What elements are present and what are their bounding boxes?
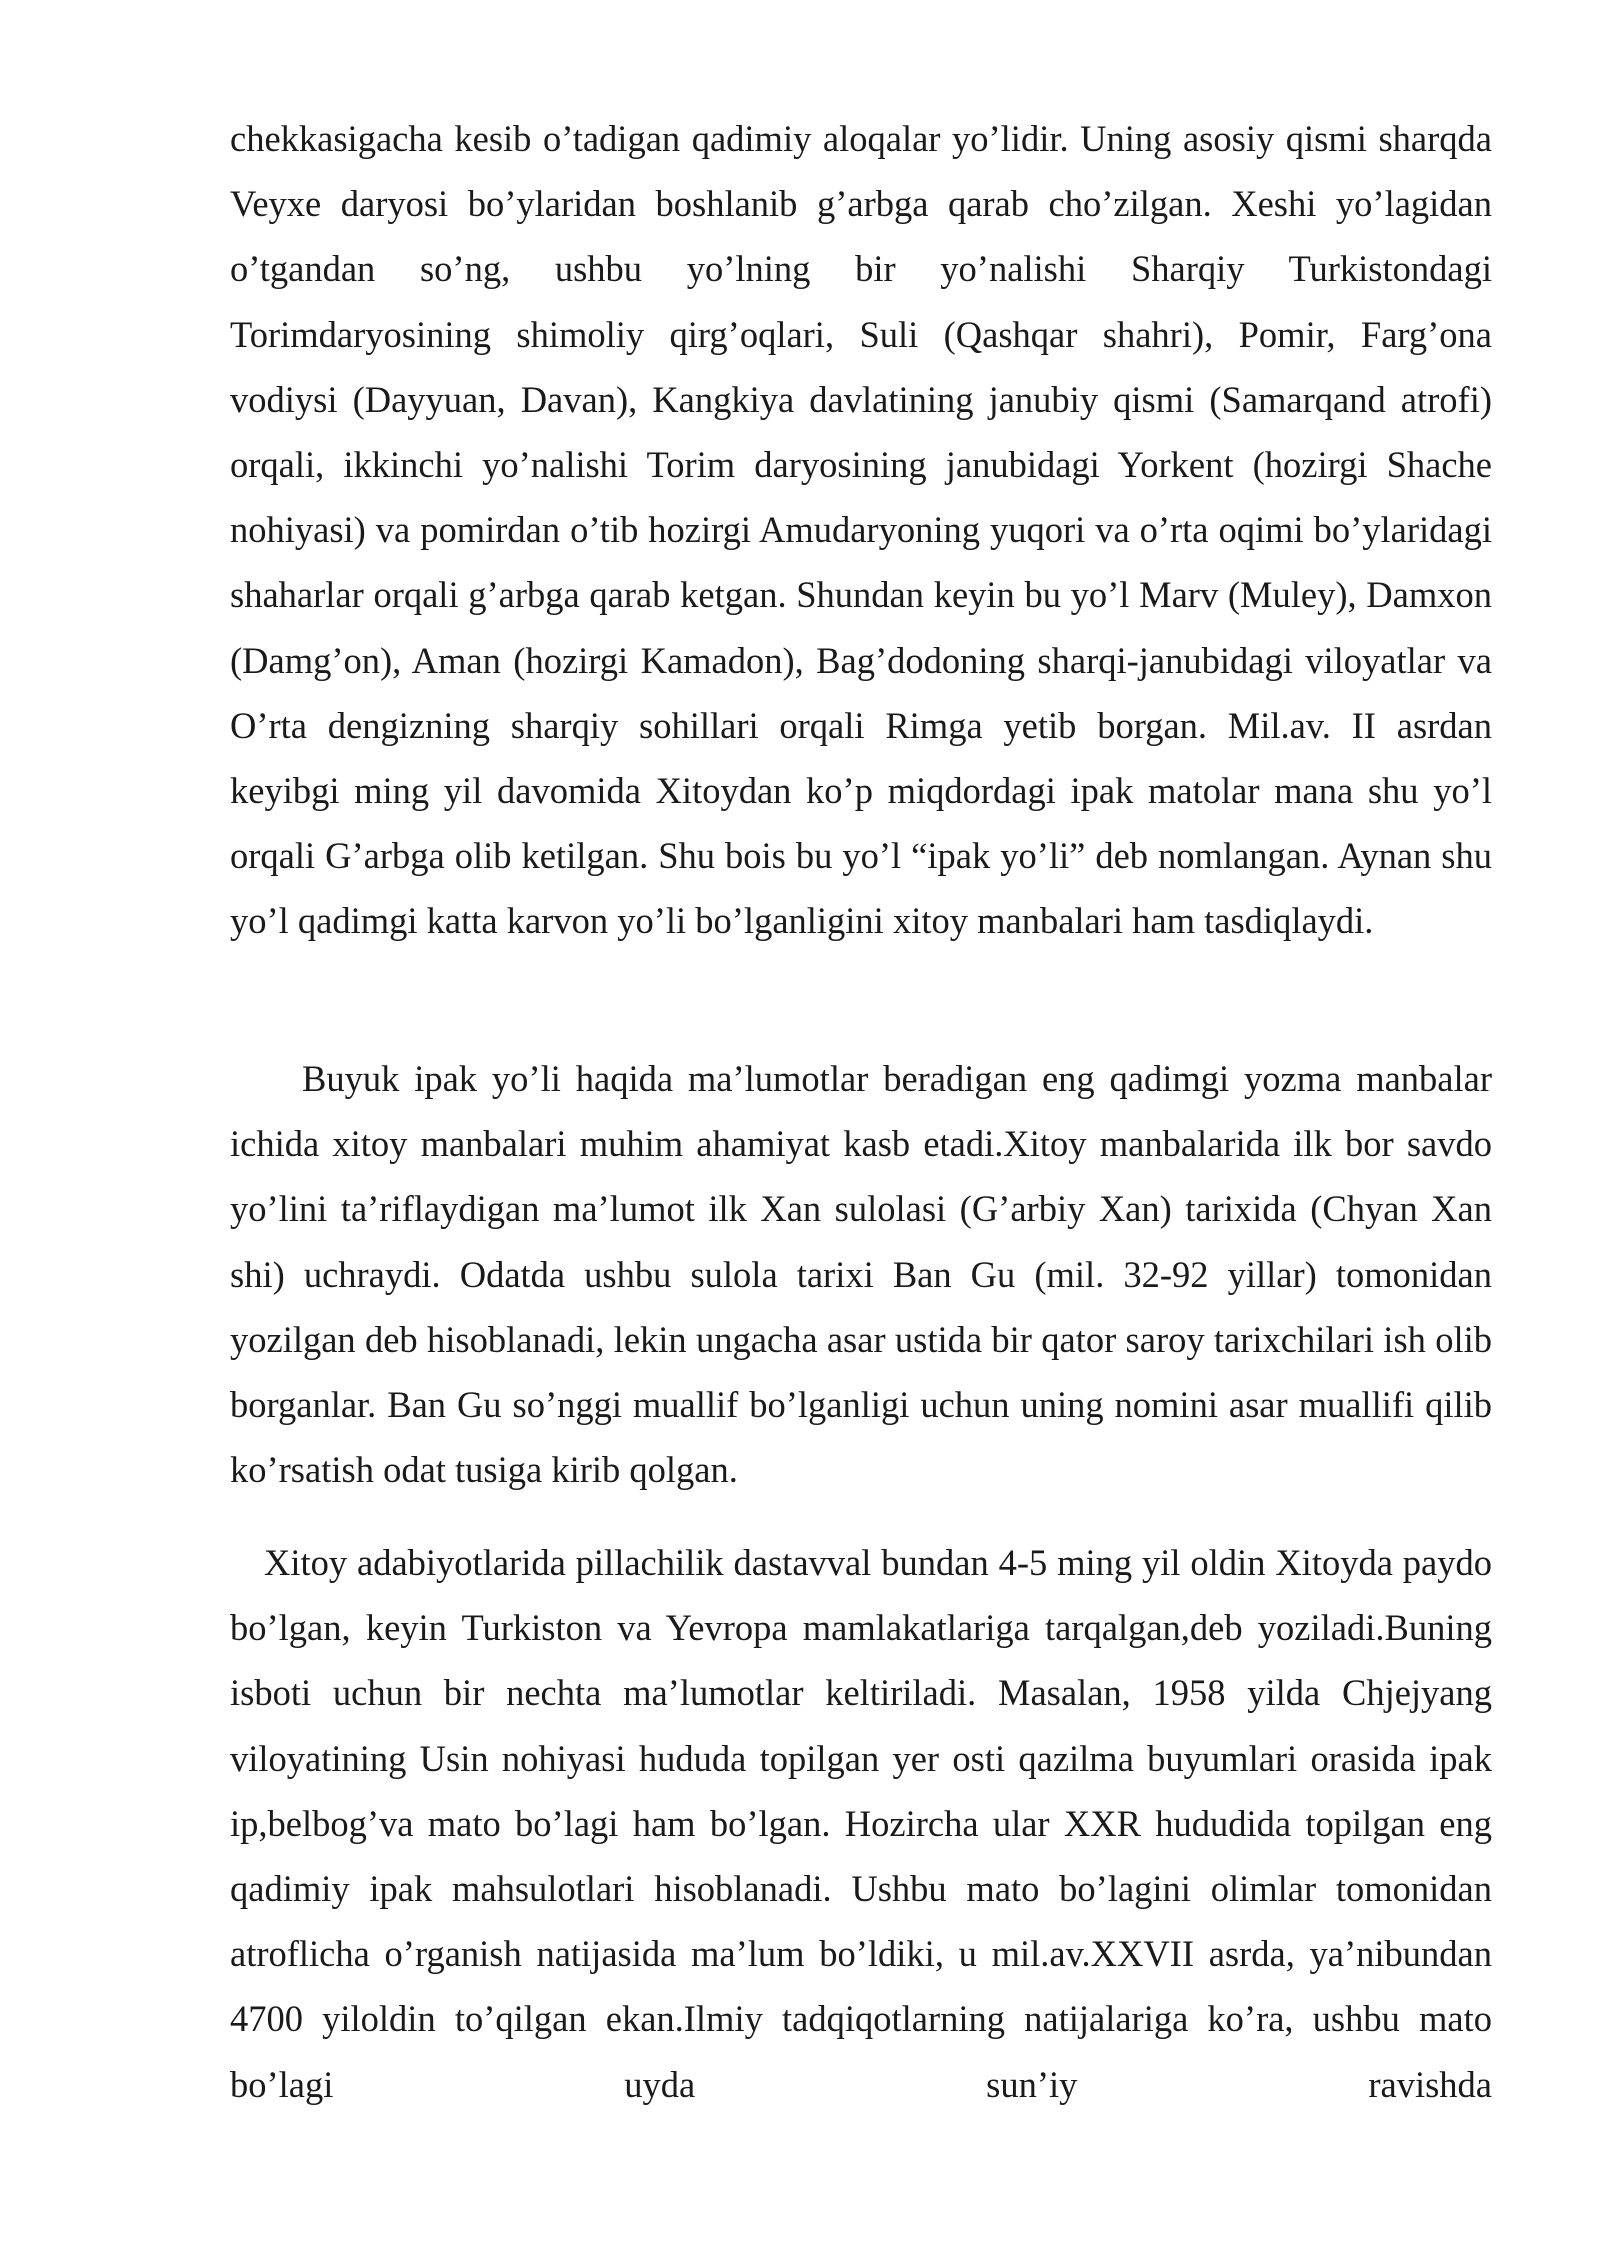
paragraph-2 [230, 1046, 1492, 1502]
paragraph-1-text: chekkasigacha kesib o’tadigan qadimiy aloqalar yo’lidir. Uning asosiy qismi sharqda Veyxe daryosi bo’ylaridan boshlanib g’arbga qarab cho’zilgan. Xeshi yo’lagidan o’tgandan so’ng, ushbu yo’lning bir yo’nalishi Sharqiy Turkistondagi Torimdaryosining shimoliy qirg’oqlari, Suli (Qashqar shahri), Pomir, Farg’ona vodiysi (Dayyuan, Davan), Kangkiya davlatining janubiy qismi (Samarqand atrofi) orqali, ikkinchi yo’nalishi Torim daryosining janubidagi Yorkent (hozirgi Shache nohiyasi) va pomirdan o’tib hozirgi Amudaryoning yuqori va o’rta oqimi bo’ylaridagi shaharlar orqali g’arbga qarab ketgan. Shundan keyin bu yo’l Marv (Muley), Damxon (Damg’on), Aman (hozirgi Kamadon), Bag’dodoning sharqi-janubidagi viloyatlar va O’rta dengizning sharqiy sohillari orqali Rimga yetib borgan. Mil.av. II asrdan keyibgi ming yil davomida Xitoydan ko’p miqdordagi ipak matolar mana shu yo’l orqali G’arbga olib ketilgan. Shu bois bu yo’l “ipak yo’li” deb nomlangan. Aynan shu yo’l qadimgi katta karvon yo’li bo’lganligini xitoy manbalari ham tasdiqlaydi. [230, 118, 1492, 942]
paragraph-3 [230, 1530, 1492, 2117]
paragraph-3-text: Xitoy adabiyotlarida pillachilik dastavval bundan 4-5 ming yil oldin Xitoyda paydo bo’lgan, keyin Turkiston va Yevropa mamlakatlariga tarqalgan,deb yoziladi.Buning isboti uchun bir nechta ma’lumotlar keltiriladi. Masalan, 1958 yilda Chjejyang viloyatining Usin nohiyasi hududa topilgan yer osti qazilma buyumlari orasida ipak ip,belbog’va mato bo’lagi ham bo’lgan. Hozircha ular XXR hududida topilgan eng qadimiy ipak mahsulotlari hisoblanadi. Ushbu mato bo’lagini olimlar tomonidan atroflicha o’rganish natijasida ma’lum bo’ldiki, u mil.av.XXVII asrda, ya’nibundan 4700 yiloldin to’qilgan ekan.Ilmiy tadqiqotlarning natijalariga ko’ra, ushbu mato bo’lagi uyda sun’iy ravishda [230, 1542, 1492, 2105]
paragraph-1 [230, 106, 1492, 954]
paragraph-2-text: Buyuk ipak yo’li haqida ma’lumotlar beradigan eng qadimgi yozma manbalar ichida xitoy manbalari muhim ahamiyat kasb etadi.Xitoy manbalarida ilk bor savdo yo’lini ta’riflaydigan ma’lumot ilk Xan sulolasi (G’arbiy Xan) tarixida (Chyan Xan shi) uchraydi. Odatda ushbu sulola tarixi Ban Gu (mil. 32-92 yillar) tomonidan yozilgan deb hisoblanadi, lekin ungacha asar ustida bir qator saroy tarixchilari ish olib borganlar. Ban Gu so’nggi muallif bo’lganligi uchun uning nomini asar muallifi qilib ko’rsatish odat tusiga kirib qolgan. [230, 1058, 1492, 1491]
